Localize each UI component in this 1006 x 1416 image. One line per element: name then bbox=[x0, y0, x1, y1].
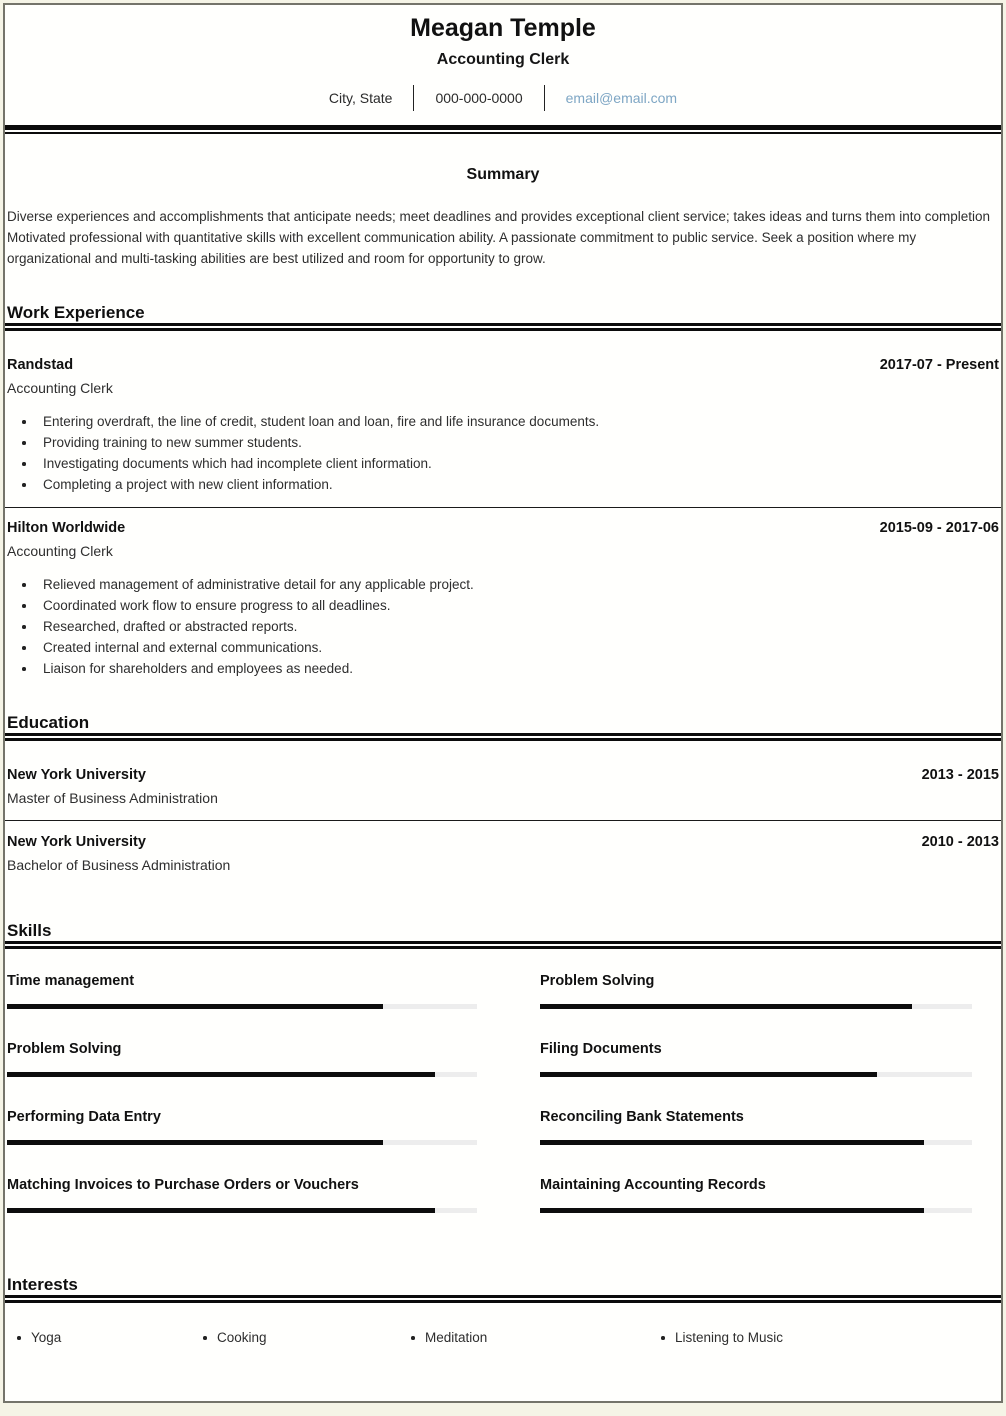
education-section bbox=[5, 713, 1001, 887]
education-title-row bbox=[7, 834, 999, 851]
education-school: New York University bbox=[7, 834, 146, 850]
interest-item: Cooking bbox=[197, 1327, 405, 1348]
job-company: Randstad bbox=[7, 357, 74, 373]
skill-bar-fill bbox=[540, 1072, 877, 1077]
section-divider bbox=[5, 1295, 1001, 1303]
skills-heading: Skills bbox=[7, 921, 52, 940]
job-bullet: Investigating documents which had incomplete client information. bbox=[7, 453, 999, 474]
skill-bar-track bbox=[540, 1140, 972, 1145]
education-dates: 2010 - 2013 bbox=[921, 834, 999, 850]
interest-item: Meditation bbox=[405, 1327, 655, 1348]
skill-label: Problem Solving bbox=[7, 1041, 122, 1057]
job-entry bbox=[5, 331, 1001, 507]
skill-item bbox=[7, 1177, 477, 1213]
education-degree: Bachelor of Business Administration bbox=[7, 857, 231, 873]
education-school: New York University bbox=[7, 767, 146, 783]
job-role: Accounting Clerk bbox=[7, 543, 113, 559]
section-divider bbox=[5, 323, 1001, 331]
header-divider bbox=[5, 125, 1001, 134]
skill-bar-fill bbox=[7, 1004, 383, 1009]
job-entry bbox=[5, 508, 1001, 679]
skill-bar-track bbox=[7, 1208, 477, 1213]
interest-item: Yoga bbox=[11, 1327, 197, 1348]
interests-section bbox=[5, 1275, 1001, 1348]
job-bullet: Coordinated work flow to ensure progress to all deadlines. bbox=[7, 595, 999, 616]
skill-bar-track bbox=[540, 1208, 972, 1213]
contact-email-link[interactable]: email@email.com bbox=[565, 90, 678, 106]
education-heading: Education bbox=[7, 713, 90, 732]
candidate-name: Meagan Temple bbox=[410, 14, 596, 42]
job-title-row bbox=[7, 357, 999, 374]
job-role: Accounting Clerk bbox=[7, 380, 113, 396]
job-bullet: Researched, drafted or abstracted reports. bbox=[7, 616, 999, 637]
skill-label: Filing Documents bbox=[540, 1041, 662, 1057]
job-bullet: Entering overdraft, the line of credit, student loan and loan, fire and life insurance documents. bbox=[7, 411, 999, 432]
skill-item bbox=[540, 1109, 972, 1145]
skill-bar-fill bbox=[540, 1004, 912, 1009]
summary-heading: Summary bbox=[466, 166, 540, 183]
job-bullet: Relieved management of administrative detail for any applicable project. bbox=[7, 574, 999, 595]
job-bullet: Liaison for shareholders and employees as needed. bbox=[7, 658, 999, 679]
skill-item bbox=[540, 1177, 972, 1213]
interests-heading: Interests bbox=[7, 1275, 78, 1294]
skill-bar-track bbox=[7, 1072, 477, 1077]
job-bullet: Providing training to new summer students. bbox=[7, 432, 999, 453]
skill-item bbox=[7, 1109, 477, 1145]
section-divider bbox=[5, 941, 1001, 949]
skill-label: Reconciling Bank Statements bbox=[540, 1109, 744, 1125]
contact-location: City, State bbox=[328, 90, 393, 106]
contact-row bbox=[5, 85, 1001, 111]
skill-label: Maintaining Accounting Records bbox=[540, 1177, 766, 1193]
education-title-row bbox=[7, 767, 999, 784]
job-bullet-list bbox=[7, 411, 999, 495]
education-degree: Master of Business Administration bbox=[7, 790, 218, 806]
skill-bar-track bbox=[7, 1004, 477, 1009]
skill-bar-track bbox=[7, 1140, 477, 1145]
skill-bar-fill bbox=[7, 1140, 383, 1145]
candidate-title: Accounting Clerk bbox=[436, 51, 570, 68]
summary-section bbox=[5, 166, 1001, 269]
skill-item bbox=[540, 1041, 972, 1077]
work-experience-heading: Work Experience bbox=[7, 303, 145, 322]
skill-bar-fill bbox=[7, 1208, 435, 1213]
job-bullet-list bbox=[7, 574, 999, 679]
skill-bar-fill bbox=[540, 1208, 924, 1213]
section-divider bbox=[5, 733, 1001, 741]
job-dates: 2015-09 - 2017-06 bbox=[879, 520, 999, 536]
job-bullet: Created internal and external communications. bbox=[7, 637, 999, 658]
education-entry bbox=[5, 741, 1001, 820]
job-company: Hilton Worldwide bbox=[7, 520, 126, 536]
education-entry bbox=[5, 821, 1001, 887]
skill-label: Problem Solving bbox=[540, 973, 655, 989]
job-dates: 2017-07 - Present bbox=[879, 357, 999, 373]
education-dates: 2013 - 2015 bbox=[921, 767, 999, 783]
skill-item bbox=[7, 1041, 477, 1077]
work-experience-section bbox=[5, 303, 1001, 679]
resume-header bbox=[5, 5, 1001, 111]
interests-list bbox=[5, 1327, 1001, 1348]
skill-bar-fill bbox=[7, 1072, 435, 1077]
skill-label: Matching Invoices to Purchase Orders or Vouchers bbox=[7, 1177, 359, 1193]
skill-label: Time management bbox=[7, 973, 135, 989]
contact-divider bbox=[544, 85, 545, 111]
summary-text: Diverse experiences and accomplishments that anticipate needs; meet deadlines and provides exceptional client service; takes ideas and turns them into completion Motivated professional with quantitative skills with excellent communication ability. A passionate commitment to public service. Seek a position where my organizational and multi-tasking abilities are best utilized and room for opportunity to grow. bbox=[7, 209, 991, 266]
job-title-row bbox=[7, 520, 999, 537]
skills-grid bbox=[5, 973, 1001, 1213]
job-bullet: Completing a project with new client information. bbox=[7, 474, 999, 495]
contact-divider bbox=[413, 85, 414, 111]
skill-item bbox=[7, 973, 477, 1009]
skill-bar-track bbox=[540, 1004, 972, 1009]
skill-bar-track bbox=[540, 1072, 972, 1077]
interest-item: Listening to Music bbox=[655, 1327, 1001, 1348]
skill-bar-fill bbox=[540, 1140, 924, 1145]
skills-section bbox=[5, 921, 1001, 1213]
resume-page bbox=[3, 3, 1003, 1403]
contact-phone: 000-000-0000 bbox=[435, 90, 523, 106]
skill-label: Performing Data Entry bbox=[7, 1109, 161, 1125]
skill-item bbox=[540, 973, 972, 1009]
